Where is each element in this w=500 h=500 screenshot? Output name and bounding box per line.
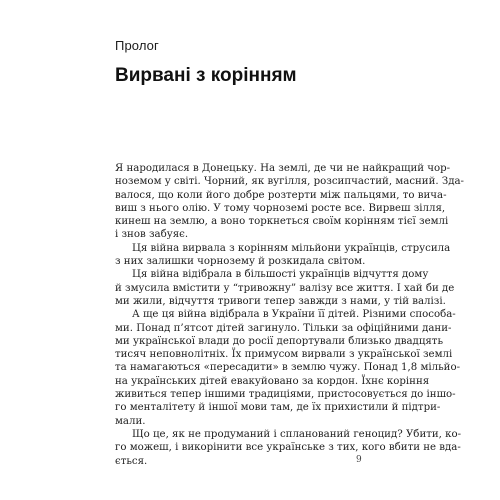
section-label: Пролог	[115, 38, 159, 53]
text-line: на українських дітей евакуйовано за кордон. Їхнє коріння	[115, 375, 430, 387]
text-line: ми жили, відчуття тривоги тепер завжди з нами, у тій валізі.	[115, 295, 446, 307]
page-number: 9	[356, 455, 362, 465]
text-line: виш з нього олію. У тому чорноземі росте все. Вирвеш зілля,	[115, 202, 446, 214]
text-line: валося, що коли його добре розтерти між пальцями, то вича-	[115, 189, 447, 201]
text-line: го менталітету й іншої мови там, де їх прихистили й підтри-	[115, 402, 441, 414]
text-line: ми. Понад п’ятсот дітей загинуло. Тільки за офіційними дани-	[115, 322, 452, 334]
text-line: й змусила вмістити у “тривожну” валізу все життя. І хай би де	[115, 282, 455, 294]
text-line: та намагаються «пересадити» в землю чужу. Понад 1,8 мільйо-	[115, 362, 461, 374]
text-line: мали.	[115, 415, 146, 427]
text-line: кинеш на землю, а воно торкнеться своїм корінням тієї землі	[115, 216, 449, 228]
text-line: Ця війна відібрала в більшості українців відчуття дому	[132, 269, 429, 281]
text-line: ми української влади до росії депортували близько двадцять	[115, 335, 443, 347]
text-line: Що це, як не продуманий і спланований геноцид? Убити, ко-	[132, 428, 462, 440]
body-text	[115, 162, 465, 468]
text-line: з них залишки чорнозему й розкидала світом.	[115, 256, 366, 268]
text-line: тисяч неповнолітніх. Їх примусом вирвали з української землі	[115, 349, 453, 361]
text-line: Я народилася в Донецьку. На землі, де чи не найкращий чор-	[115, 163, 451, 174]
text-line: А ще ця війна відібрала в України її дітей. Різними способа-	[132, 309, 456, 321]
text-line: Ця війна вирвала з корінням мільйони українців, струсила	[132, 242, 451, 254]
text-line: і знов забуяє.	[115, 229, 189, 241]
chapter-title: Вирвані з корінням	[115, 65, 297, 86]
text-line: живиться тепер іншими традиціями, пристосовується до іншо-	[115, 389, 456, 401]
text-line: ноземом у світі. Чорний, як вугілля, розсипчастий, масний. Зда-	[115, 176, 465, 188]
text-line: го можеш, і викорінити все українське з тих, кого вбити не вда-	[115, 442, 461, 454]
text-line: ється.	[115, 455, 148, 467]
